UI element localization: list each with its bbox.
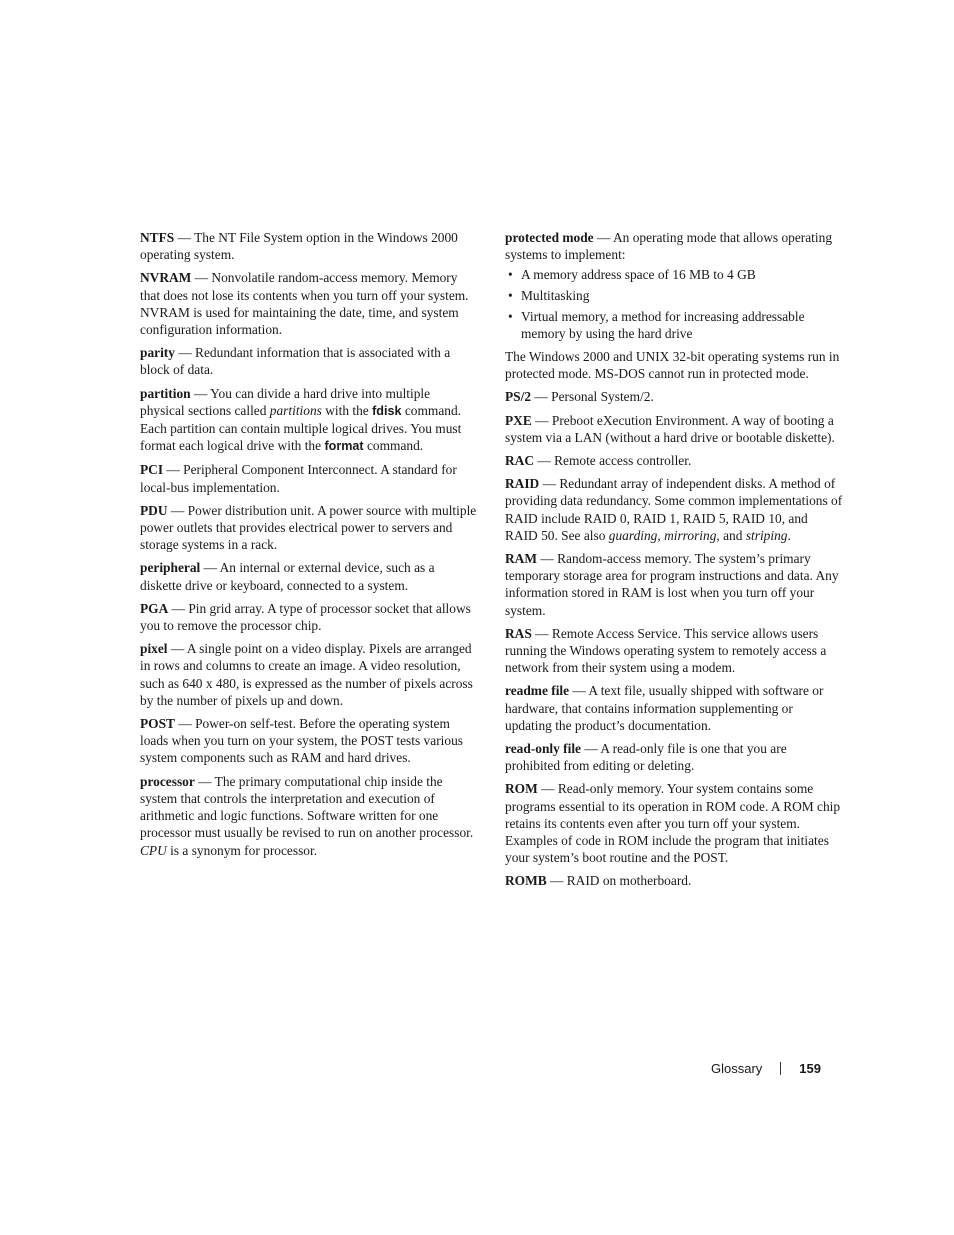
page-number: 159: [799, 1061, 821, 1076]
footer-divider: [780, 1062, 781, 1075]
definition: — Remote access controller.: [534, 453, 692, 469]
definition: — RAID on motherboard.: [546, 873, 692, 889]
definition: — Nonvolatile random-access memory. Memory that does not lose its contents when you turn off your system. NVRAM is used for maintaining the date, time, and system configuration information.: [140, 270, 469, 338]
definition: — Power-on self-test. Before the operating system loads when you turn on your system, the POST tests various system components such as RAM and hard drives.: [140, 716, 463, 766]
glossary-entry-ras: [505, 625, 843, 677]
glossary-entry-pxe: [505, 412, 843, 446]
bullet-icon: •: [508, 288, 513, 303]
definition: command. Each partition can contain multiple logical drives. You must format each logical drive with the: [140, 402, 462, 454]
emphasis: mirroring: [664, 527, 717, 543]
glossary-entry-readme-file: [505, 682, 843, 734]
term: protected mode: [505, 230, 594, 245]
definition: — Preboot eXecution Environment. A way of booting a system via a LAN (without a hard drive or bootable diskette).: [505, 412, 835, 445]
term: processor: [140, 773, 195, 789]
bullet-icon: •: [508, 308, 513, 324]
emphasis: CPU: [140, 842, 167, 858]
list-item-text: A memory address space of 16 MB to 4 GB: [521, 267, 756, 283]
bullet-icon: •: [508, 267, 513, 283]
glossary-entry-post: [140, 715, 478, 767]
definition: — A text file, usually shipped with software or hardware, that contains information supplementing or updating the product’s documentation.: [505, 683, 824, 733]
definition: — Power distribution unit. A power source with multiple power outlets that provides electrical power to servers and storage systems in a rack.: [140, 502, 477, 553]
term: RAID: [505, 476, 540, 492]
definition: .: [787, 527, 791, 543]
term: RAM: [505, 551, 537, 567]
glossary-entry-ntfs: [140, 229, 478, 263]
definition: — A single point on a video display. Pixels are arranged in rows and columns to create an image. A video resolution, such as 640 x 480, is expressed as the number of pixels across by the number of pixels up and down.: [140, 641, 473, 708]
definition: with the: [321, 402, 373, 418]
glossary-entry-pdu: [140, 502, 478, 554]
list-item: [505, 308, 843, 342]
section-title: Glossary: [711, 1061, 763, 1076]
term: peripheral: [140, 560, 201, 576]
glossary-entry-nvram: [140, 269, 478, 338]
glossary-entry-read-only-file: [505, 740, 843, 774]
command-name: format: [324, 439, 364, 454]
definition: — Redundant array of independent disks. A method of providing data redundancy. Some common implementations of RAID include RAID 0, RAID 1, RAID 5, RAID 10, and RAID 50. See also: [505, 476, 843, 543]
left-column: [140, 229, 478, 865]
definition: — An internal or external device, such as a diskette drive or keyboard, connected to a system.: [140, 560, 435, 593]
term: PS/2: [505, 389, 532, 405]
glossary-entry-rac: [505, 452, 843, 469]
page-footer: [711, 1061, 821, 1076]
term: NTFS: [140, 230, 175, 245]
glossary-entry-rom: [505, 780, 843, 866]
definition: command.: [363, 438, 424, 454]
emphasis: partitions: [269, 402, 322, 418]
emphasis: striping: [745, 527, 788, 543]
paragraph: The Windows 2000 and UNIX 32-bit operating systems run in protected mode. MS-DOS cannot run in protected mode.: [505, 349, 840, 382]
term: PXE: [505, 412, 532, 428]
definition: — Read-only memory. Your system contains some programs essential to its operation in ROM code. A ROM chip retains its contents even after you turn off your system. Examples of code in ROM include the program that initiates your system’s boot routine and the POST.: [505, 781, 841, 866]
term: NVRAM: [140, 270, 192, 286]
term: ROMB: [505, 873, 547, 889]
bullet-list: [505, 266, 843, 342]
definition: — You can divide a hard drive into multiple physical sections called: [140, 385, 431, 418]
glossary-entry-romb: [505, 872, 843, 889]
list-item-text: Virtual memory, a method for increasing addressable memory by using the hard drive: [521, 308, 805, 341]
definition: — A read-only file is one that you are prohibited from editing or deleting.: [505, 741, 787, 774]
glossary-entry-pixel: [140, 640, 478, 709]
term: PCI: [140, 462, 164, 478]
term: readme file: [505, 683, 570, 699]
definition: is a synonym for processor.: [166, 842, 318, 858]
term: partition: [140, 385, 191, 401]
list-item: [505, 266, 843, 283]
glossary-entry-partition: [140, 385, 478, 456]
command-name: fdisk: [372, 403, 402, 418]
term: pixel: [140, 641, 168, 657]
term: RAC: [505, 453, 535, 469]
glossary-entry-parity: [140, 344, 478, 378]
term: PGA: [140, 600, 169, 616]
definition: — Personal System/2.: [531, 389, 654, 405]
right-column: [505, 229, 843, 896]
glossary-entry-pga: [140, 600, 478, 634]
definition: — Remote Access Service. This service allows users running the Windows operating system to remotely access a network from their system using a modem.: [505, 625, 827, 676]
glossary-entry-peripheral: [140, 559, 478, 593]
definition: — The NT File System option in the Windows 2000 operating system.: [140, 230, 458, 263]
definition: — Random-access memory. The system’s primary temporary storage area for program instructions and data. Any information stored in RAM is lost when you turn off your system.: [505, 551, 839, 618]
term: read-only file: [505, 741, 581, 757]
glossary-entry-raid: [505, 475, 843, 544]
glossary-entry-pci: [140, 461, 478, 495]
definition: — Peripheral Component Interconnect. A standard for local-bus implementation.: [140, 462, 457, 495]
term: POST: [140, 716, 175, 732]
emphasis: guarding: [608, 527, 658, 543]
glossary-entry-ram: [505, 550, 843, 619]
term: ROM: [505, 781, 538, 797]
list-item-text: Multitasking: [521, 288, 590, 303]
definition: ,: [657, 527, 665, 543]
term: PDU: [140, 502, 168, 518]
definition: — An operating mode that allows operating systems to implement:: [505, 230, 833, 263]
glossary-entry-ps2: [505, 388, 843, 405]
definition: — The primary computational chip inside the system that controls the interpretation and execution of arithmetic and logic functions. Software written for one processor must usually be revised to run on another processor.: [140, 773, 474, 841]
term: parity: [140, 345, 175, 361]
definition: — Pin grid array. A type of processor socket that allows you to remove the processor chip.: [140, 600, 471, 634]
glossary-entry-protected-mode: [505, 229, 843, 263]
glossary-entry-processor: [140, 773, 478, 859]
definition: — Redundant information that is associated with a block of data.: [140, 345, 451, 378]
term: RAS: [505, 625, 532, 641]
definition: , and: [716, 527, 746, 543]
list-item: [505, 287, 843, 304]
